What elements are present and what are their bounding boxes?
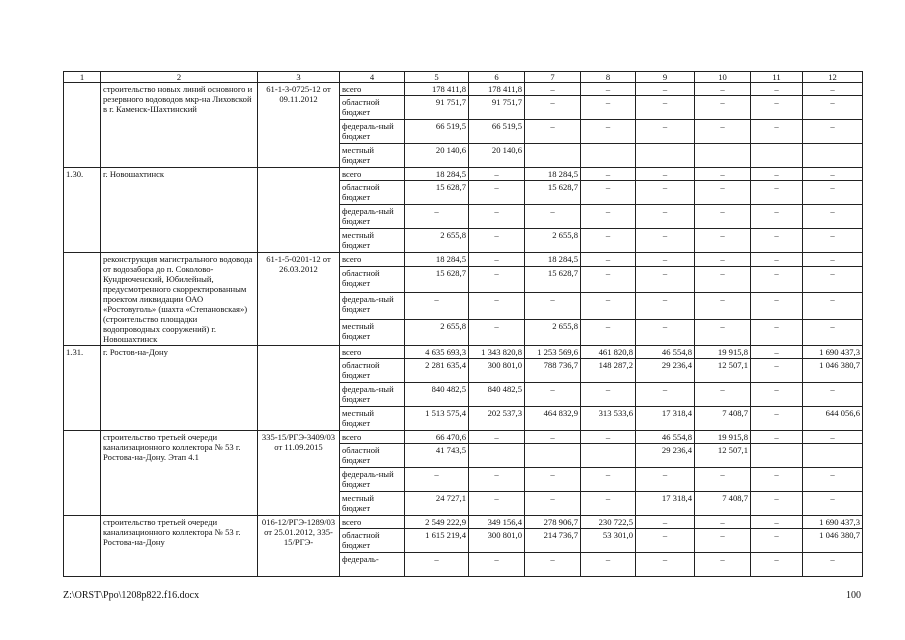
value-cell: – <box>751 181 803 205</box>
value-cell: 1 690 437,3 <box>803 346 863 359</box>
row-number <box>64 83 101 168</box>
row-title: г. Ростов-на-Дону <box>101 346 258 431</box>
row-document-ref: 61-1-5-0201-12 от 26.03.2012 <box>258 253 340 346</box>
value-cell: 1 343 820,8 <box>469 346 525 359</box>
value-cell <box>803 444 863 468</box>
row-title: строительство третьей очереди канализационного коллектора № 53 г. Ростова-на-Дону <box>101 516 258 577</box>
value-cell: – <box>751 553 803 577</box>
value-cell: – <box>751 253 803 267</box>
value-cell: 148 287,2 <box>581 359 636 383</box>
value-cell: 300 801,0 <box>469 359 525 383</box>
value-cell: – <box>695 253 751 267</box>
value-cell: – <box>581 168 636 181</box>
value-cell: – <box>803 181 863 205</box>
row-document-ref <box>258 168 340 253</box>
value-cell: 313 533,6 <box>581 407 636 431</box>
value-cell <box>469 444 525 468</box>
value-cell: 4 635 693,3 <box>405 346 469 359</box>
value-cell: – <box>695 468 751 492</box>
value-cell: 24 727,1 <box>405 492 469 516</box>
value-cell: 29 236,4 <box>636 444 695 468</box>
value-cell: – <box>751 229 803 253</box>
value-cell: – <box>581 181 636 205</box>
funding-source: всего <box>340 253 405 267</box>
value-cell: – <box>751 492 803 516</box>
value-cell: – <box>695 181 751 205</box>
value-cell: – <box>751 96 803 120</box>
table-row <box>64 431 863 444</box>
value-cell: 15 628,7 <box>525 181 581 205</box>
value-cell: – <box>803 253 863 267</box>
value-cell: – <box>636 229 695 253</box>
value-cell: – <box>695 529 751 553</box>
value-cell: – <box>803 96 863 120</box>
row-number <box>64 431 101 516</box>
value-cell: – <box>695 168 751 181</box>
value-cell: – <box>695 96 751 120</box>
value-cell: 214 736,7 <box>525 529 581 553</box>
value-cell: – <box>525 383 581 407</box>
value-cell: 19 915,8 <box>695 346 751 359</box>
funding-source: всего <box>340 168 405 181</box>
funding-source: местный бюджет <box>340 319 405 345</box>
value-cell: 20 140,6 <box>469 144 525 168</box>
header-cell: 3 <box>258 72 340 83</box>
value-cell: 2 655,8 <box>405 319 469 345</box>
header-cell: 5 <box>405 72 469 83</box>
value-cell: 464 832,9 <box>525 407 581 431</box>
header-cell: 9 <box>636 72 695 83</box>
value-cell: – <box>405 293 469 319</box>
value-cell: – <box>581 468 636 492</box>
funding-source: областной бюджет <box>340 267 405 293</box>
value-cell <box>525 144 581 168</box>
value-cell: – <box>803 120 863 144</box>
header-cell: 11 <box>751 72 803 83</box>
value-cell: – <box>636 120 695 144</box>
header-cell: 7 <box>525 72 581 83</box>
value-cell: – <box>469 431 525 444</box>
value-cell: – <box>803 553 863 577</box>
row-number <box>64 253 101 346</box>
value-cell: – <box>803 293 863 319</box>
header-cell: 10 <box>695 72 751 83</box>
value-cell: 230 722,5 <box>581 516 636 529</box>
value-cell: – <box>525 293 581 319</box>
budget-table <box>63 71 863 577</box>
value-cell: – <box>751 168 803 181</box>
row-document-ref: 335-15/РГЭ-3409/03 от 11.09.2015 <box>258 431 340 516</box>
table-row <box>64 168 863 181</box>
value-cell: – <box>636 267 695 293</box>
table-header-row <box>64 72 863 83</box>
value-cell: 2 655,8 <box>525 319 581 345</box>
value-cell: – <box>525 205 581 229</box>
value-cell: – <box>469 205 525 229</box>
row-document-ref <box>258 346 340 431</box>
funding-source: областной бюджет <box>340 181 405 205</box>
value-cell: – <box>525 431 581 444</box>
value-cell <box>751 144 803 168</box>
value-cell: – <box>525 553 581 577</box>
value-cell: – <box>469 468 525 492</box>
value-cell: 18 284,5 <box>525 168 581 181</box>
value-cell: 1 690 437,3 <box>803 516 863 529</box>
value-cell: – <box>581 431 636 444</box>
value-cell <box>695 144 751 168</box>
value-cell: – <box>803 205 863 229</box>
funding-source: местный бюджет <box>340 144 405 168</box>
value-cell: – <box>636 205 695 229</box>
value-cell: 17 318,4 <box>636 407 695 431</box>
value-cell: – <box>636 319 695 345</box>
value-cell: – <box>469 319 525 345</box>
value-cell: – <box>695 205 751 229</box>
value-cell: – <box>751 529 803 553</box>
value-cell: – <box>636 293 695 319</box>
value-cell: – <box>695 319 751 345</box>
value-cell: 1 253 569,6 <box>525 346 581 359</box>
row-number <box>64 516 101 577</box>
value-cell: – <box>405 205 469 229</box>
value-cell: – <box>695 83 751 96</box>
value-cell: – <box>803 168 863 181</box>
table-row <box>64 253 863 267</box>
header-cell: 4 <box>340 72 405 83</box>
value-cell: – <box>581 205 636 229</box>
value-cell: – <box>581 553 636 577</box>
value-cell: – <box>751 83 803 96</box>
funding-source: всего <box>340 516 405 529</box>
value-cell: 41 743,5 <box>405 444 469 468</box>
value-cell: – <box>581 96 636 120</box>
funding-source: областной бюджет <box>340 444 405 468</box>
value-cell: – <box>581 293 636 319</box>
value-cell: 12 507,1 <box>695 359 751 383</box>
row-document-ref: 016-12/РГЭ-1289/03 от 25.01.2012, 335-15/РГЭ- <box>258 516 340 577</box>
value-cell: – <box>636 516 695 529</box>
value-cell: – <box>751 359 803 383</box>
value-cell: – <box>581 229 636 253</box>
value-cell: 788 736,7 <box>525 359 581 383</box>
value-cell: – <box>751 431 803 444</box>
value-cell: – <box>751 120 803 144</box>
value-cell: – <box>751 383 803 407</box>
value-cell: – <box>636 253 695 267</box>
value-cell: – <box>469 181 525 205</box>
value-cell: – <box>803 83 863 96</box>
value-cell: – <box>803 492 863 516</box>
row-number: 1.30. <box>64 168 101 253</box>
value-cell: 18 284,5 <box>405 253 469 267</box>
funding-source: всего <box>340 346 405 359</box>
value-cell: – <box>405 468 469 492</box>
value-cell: – <box>581 253 636 267</box>
value-cell: – <box>695 229 751 253</box>
value-cell: 46 554,8 <box>636 346 695 359</box>
value-cell: – <box>405 553 469 577</box>
value-cell: – <box>751 468 803 492</box>
value-cell: 66 519,5 <box>405 120 469 144</box>
value-cell: – <box>636 96 695 120</box>
value-cell: – <box>803 319 863 345</box>
row-document-ref: 61-1-3-0725-12 от 09.11.2012 <box>258 83 340 168</box>
value-cell: – <box>636 553 695 577</box>
value-cell: – <box>469 267 525 293</box>
value-cell: 66 470,6 <box>405 431 469 444</box>
value-cell: – <box>695 383 751 407</box>
value-cell <box>525 444 581 468</box>
value-cell: – <box>469 293 525 319</box>
value-cell: – <box>751 319 803 345</box>
value-cell: 20 140,6 <box>405 144 469 168</box>
header-cell: 12 <box>803 72 863 83</box>
value-cell: 461 820,8 <box>581 346 636 359</box>
value-cell: 15 628,7 <box>525 267 581 293</box>
row-title: реконструкция магистрального водовода от водозабора до п. Соколово-Кундрюченский, Юбилейный, предусмотренного скорректированным проектом ликвидации ОАО «Ростовуголь» (шахта «Степановская») (строительство площадки водопроводных сооружений) г. Новошахтинск <box>101 253 258 346</box>
value-cell: – <box>636 468 695 492</box>
value-cell: 300 801,0 <box>469 529 525 553</box>
table-row <box>64 83 863 96</box>
value-cell: 66 519,5 <box>469 120 525 144</box>
value-cell: 7 408,7 <box>695 492 751 516</box>
value-cell: 1 615 219,4 <box>405 529 469 553</box>
value-cell <box>751 444 803 468</box>
funding-source: федераль-ный бюджет <box>340 468 405 492</box>
value-cell: – <box>469 168 525 181</box>
funding-source: областной бюджет <box>340 96 405 120</box>
value-cell: – <box>525 96 581 120</box>
value-cell: – <box>581 383 636 407</box>
value-cell: 91 751,7 <box>469 96 525 120</box>
table-row <box>64 516 863 529</box>
value-cell: – <box>751 293 803 319</box>
funding-source: федераль-ный бюджет <box>340 120 405 144</box>
value-cell: – <box>751 516 803 529</box>
funding-source: всего <box>340 431 405 444</box>
footer-page-number: 100 <box>846 590 861 601</box>
funding-source: федераль-ный бюджет <box>340 293 405 319</box>
value-cell: – <box>803 267 863 293</box>
row-number: 1.31. <box>64 346 101 431</box>
funding-source: местный бюджет <box>340 492 405 516</box>
value-cell: – <box>803 468 863 492</box>
value-cell <box>581 144 636 168</box>
value-cell: 278 906,7 <box>525 516 581 529</box>
value-cell: 53 301,0 <box>581 529 636 553</box>
value-cell: – <box>581 83 636 96</box>
value-cell: 1 513 575,4 <box>405 407 469 431</box>
funding-source: местный бюджет <box>340 229 405 253</box>
value-cell: – <box>469 492 525 516</box>
value-cell: – <box>525 468 581 492</box>
value-cell: 1 046 380,7 <box>803 359 863 383</box>
value-cell: 2 655,8 <box>405 229 469 253</box>
value-cell: – <box>469 253 525 267</box>
funding-source: федераль-ный бюджет <box>340 205 405 229</box>
value-cell: 840 482,5 <box>405 383 469 407</box>
value-cell: – <box>751 346 803 359</box>
value-cell: 18 284,5 <box>405 168 469 181</box>
row-title: г. Новошахтинск <box>101 168 258 253</box>
value-cell: – <box>581 319 636 345</box>
value-cell: 2 281 635,4 <box>405 359 469 383</box>
table-row <box>64 346 863 359</box>
value-cell: – <box>695 516 751 529</box>
value-cell: – <box>636 383 695 407</box>
value-cell: – <box>695 553 751 577</box>
value-cell: – <box>751 205 803 229</box>
funding-source: областной бюджет <box>340 529 405 553</box>
value-cell: – <box>581 492 636 516</box>
value-cell: 178 411,8 <box>405 83 469 96</box>
value-cell <box>803 144 863 168</box>
row-title: строительство новых линий основного и резервного водоводов мкр-на Лиховской в г. Каменск-Шахтинский <box>101 83 258 168</box>
value-cell: – <box>581 120 636 144</box>
value-cell: – <box>469 229 525 253</box>
value-cell: – <box>636 83 695 96</box>
value-cell: – <box>525 492 581 516</box>
value-cell: 7 408,7 <box>695 407 751 431</box>
header-cell: 2 <box>101 72 258 83</box>
value-cell: – <box>803 229 863 253</box>
value-cell: 18 284,5 <box>525 253 581 267</box>
funding-source: федераль- <box>340 553 405 577</box>
funding-source: местный бюджет <box>340 407 405 431</box>
value-cell: 2 655,8 <box>525 229 581 253</box>
value-cell: 17 318,4 <box>636 492 695 516</box>
footer-file-path: Z:\ORST\Ppo\1208p822.f16.docx <box>63 590 200 601</box>
value-cell: – <box>751 407 803 431</box>
value-cell: 46 554,8 <box>636 431 695 444</box>
value-cell: 1 046 380,7 <box>803 529 863 553</box>
value-cell: 2 549 222,9 <box>405 516 469 529</box>
value-cell: – <box>803 431 863 444</box>
value-cell: 202 537,3 <box>469 407 525 431</box>
value-cell: 29 236,4 <box>636 359 695 383</box>
value-cell: – <box>636 181 695 205</box>
value-cell <box>581 444 636 468</box>
value-cell: 644 056,6 <box>803 407 863 431</box>
value-cell: – <box>636 168 695 181</box>
value-cell: 12 507,1 <box>695 444 751 468</box>
header-cell: 1 <box>64 72 101 83</box>
funding-source: федераль-ный бюджет <box>340 383 405 407</box>
value-cell: – <box>636 529 695 553</box>
value-cell: 840 482,5 <box>469 383 525 407</box>
row-title: строительство третьей очереди канализационного коллектора № 53 г. Ростова-на-Дону. Этап 4.1 <box>101 431 258 516</box>
value-cell: 178 411,8 <box>469 83 525 96</box>
value-cell: – <box>695 293 751 319</box>
value-cell: 349 156,4 <box>469 516 525 529</box>
value-cell: – <box>581 267 636 293</box>
header-cell: 6 <box>469 72 525 83</box>
value-cell: – <box>695 120 751 144</box>
value-cell: – <box>751 267 803 293</box>
value-cell: – <box>803 383 863 407</box>
value-cell: – <box>525 120 581 144</box>
funding-source: областной бюджет <box>340 359 405 383</box>
value-cell: – <box>695 267 751 293</box>
value-cell: – <box>469 553 525 577</box>
value-cell: 91 751,7 <box>405 96 469 120</box>
value-cell: – <box>525 83 581 96</box>
value-cell: 15 628,7 <box>405 181 469 205</box>
funding-source: всего <box>340 83 405 96</box>
value-cell <box>636 144 695 168</box>
value-cell: 19 915,8 <box>695 431 751 444</box>
header-cell: 8 <box>581 72 636 83</box>
value-cell: 15 628,7 <box>405 267 469 293</box>
